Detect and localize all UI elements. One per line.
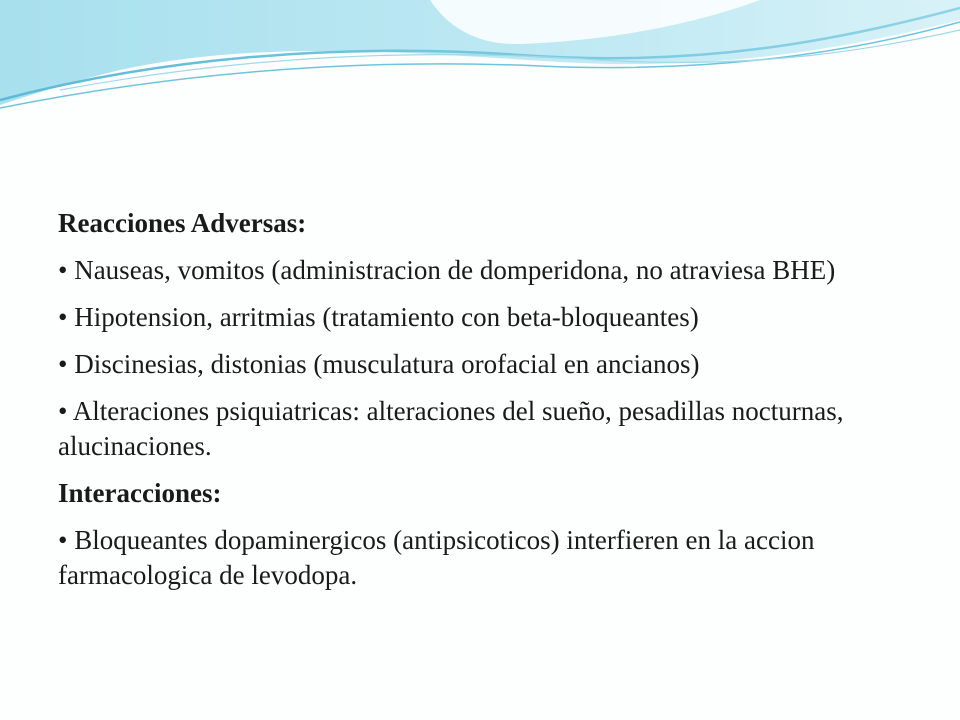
interactions-bullet-1 [58,523,918,593]
bullet-dot-icon: • [58,255,75,285]
interactions-heading: Interacciones: [58,478,222,508]
slide-content [58,206,918,605]
bullet-dot-icon: • [58,302,75,332]
bullet-text: Hipotension, arritmias (tratamiento con beta-bloqueantes) [74,302,699,332]
adverse-reactions-heading: Reacciones Adversas: [58,208,307,238]
adverse-bullet-3 [58,347,918,382]
adverse-bullet-1 [58,253,918,288]
bullet-dot-icon: • [58,396,73,426]
bullet-text: Alteraciones psiquiatricas: alteraciones del sueño, pesadillas nocturnas, alucinaciones. [58,396,844,461]
decorative-wave-banner [0,0,960,120]
adverse-bullet-2 [58,300,918,335]
bullet-dot-icon: • [58,349,75,379]
bullet-dot-icon: • [58,525,75,555]
adverse-bullet-4 [58,394,918,464]
bullet-text: Nauseas, vomitos (administracion de domperidona, no atraviesa BHE) [74,255,836,285]
bullet-text: Discinesias, distonias (musculatura orofacial en ancianos) [74,349,700,379]
bullet-text: Bloqueantes dopaminergicos (antipsicoticos) interfieren en la accion farmacologica de levodopa. [58,525,815,590]
